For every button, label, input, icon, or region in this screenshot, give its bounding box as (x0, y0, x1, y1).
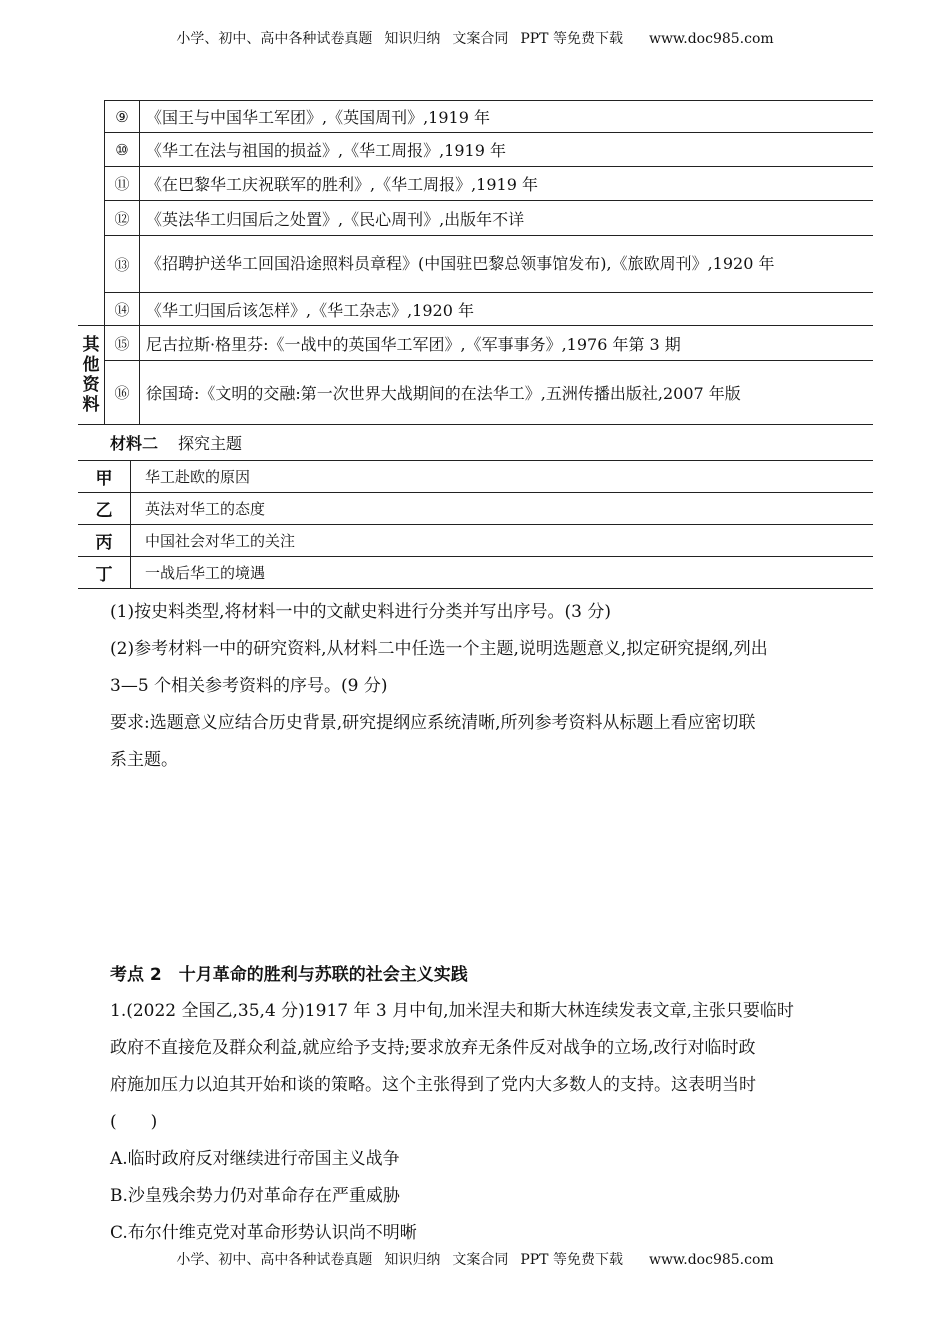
footer-text: 知识归纳 (384, 1252, 441, 1268)
row-number: ⑫ (105, 201, 140, 236)
row-text: 《英法华工归国后之处置》,《民心周刊》,出版年不详 (140, 201, 874, 236)
row-text: 徐国琦:《文明的交融:第一次世界大战期间的在法华工》,五洲传播出版社,2007 年版 (140, 361, 874, 425)
header-link[interactable]: www.doc985.com (648, 31, 774, 47)
topic-key: 乙 (78, 493, 131, 525)
question-text: 要求:选题意义应结合历史背景,研究提纲应系统清晰,所列参考资料从标题上看应密切联 (110, 713, 756, 733)
row-number: ⑨ (105, 101, 140, 133)
row-text: 《华工归国后该怎样》,《华工杂志》,1920 年 (140, 293, 874, 326)
header-text: 小学、初中、高中各种试卷真题 (176, 31, 373, 47)
materials-table (78, 100, 873, 425)
row-number: ⑩ (105, 133, 140, 167)
topic-text: 华工赴欧的原因 (131, 461, 874, 493)
question-text: (1)按史料类型,将材料一中的文献史料进行分类并写出序号。(3 分) (110, 602, 611, 622)
side-label: 其他资料 (78, 326, 105, 425)
header-text: 文案合同 (452, 31, 509, 47)
row-text: 《华工在法与祖国的损益》,《华工周报》,1919 年 (140, 133, 874, 167)
material2-title: 探究主题 (178, 434, 243, 453)
question-text: (2)参考材料一中的研究资料,从材料二中任选一个主题,说明选题意义,拟定研究提纲,列出 (110, 639, 768, 659)
row-text: 尼古拉斯·格里芬:《一战中的英国华工军团》,《军事事务》,1976 年第 3 期 (140, 326, 874, 361)
option-b: B.沙皇残余势力仍对革命存在严重威胁 (110, 1186, 400, 1206)
header-text: 知识归纳 (384, 31, 441, 47)
option-a: A.临时政府反对继续进行帝国主义战争 (110, 1149, 400, 1169)
topics-table (78, 460, 873, 589)
row-text: 《在巴黎华工庆祝联军的胜利》,《华工周报》,1919 年 (140, 167, 874, 201)
topic-key: 丙 (78, 525, 131, 557)
header-text: PPT 等免费下载 (520, 31, 623, 47)
row-text: 《国王与中国华工军团》,《英国周刊》,1919 年 (140, 101, 874, 133)
row-number: ⑪ (105, 167, 140, 201)
answer-blank: ( ) (110, 1112, 158, 1132)
section-title: 考点 2 十月革命的胜利与苏联的社会主义实践 (110, 965, 468, 985)
topic-key: 丁 (78, 557, 131, 589)
topic-text: 中国社会对华工的关注 (131, 525, 874, 557)
footer-link[interactable]: www.doc985.com (648, 1252, 774, 1268)
row-text: 《招聘护送华工回国沿途照料员章程》(中国驻巴黎总领事馆发布),《旅欧周刊》,1920 年 (140, 236, 874, 293)
question-text: 3—5 个相关参考资料的序号。(9 分) (110, 676, 388, 696)
question-stem: 府施加压力以迫其开始和谈的策略。这个主张得到了党内大多数人的支持。这表明当时 (110, 1075, 756, 1095)
footer-text: 小学、初中、高中各种试卷真题 (176, 1252, 373, 1268)
topic-text: 一战后华工的境遇 (131, 557, 874, 589)
footer-text: PPT 等免费下载 (520, 1252, 623, 1268)
page-header (0, 28, 950, 48)
question-stem: 政府不直接危及群众利益,就应给予支持;要求放弃无条件反对战争的立场,改行对临时政 (110, 1038, 756, 1058)
page-footer (0, 1249, 950, 1269)
row-number: ⑮ (105, 326, 140, 361)
row-number: ⑯ (105, 361, 140, 425)
row-number: ⑭ (105, 293, 140, 326)
material2-heading (110, 431, 242, 454)
row-number: ⑬ (105, 236, 140, 293)
option-c: C.布尔什维克党对革命形势认识尚不明晰 (110, 1223, 417, 1243)
topic-text: 英法对华工的态度 (131, 493, 874, 525)
side-cell (78, 101, 105, 326)
footer-text: 文案合同 (452, 1252, 509, 1268)
material2-label: 材料二 (110, 434, 159, 453)
question-text: 系主题。 (110, 750, 178, 770)
topic-key: 甲 (78, 461, 131, 493)
question-stem: 1.(2022 全国乙,35,4 分)1917 年 3 月中旬,加米涅夫和斯大林连续发表文章,主张只要临时 (110, 1001, 794, 1021)
